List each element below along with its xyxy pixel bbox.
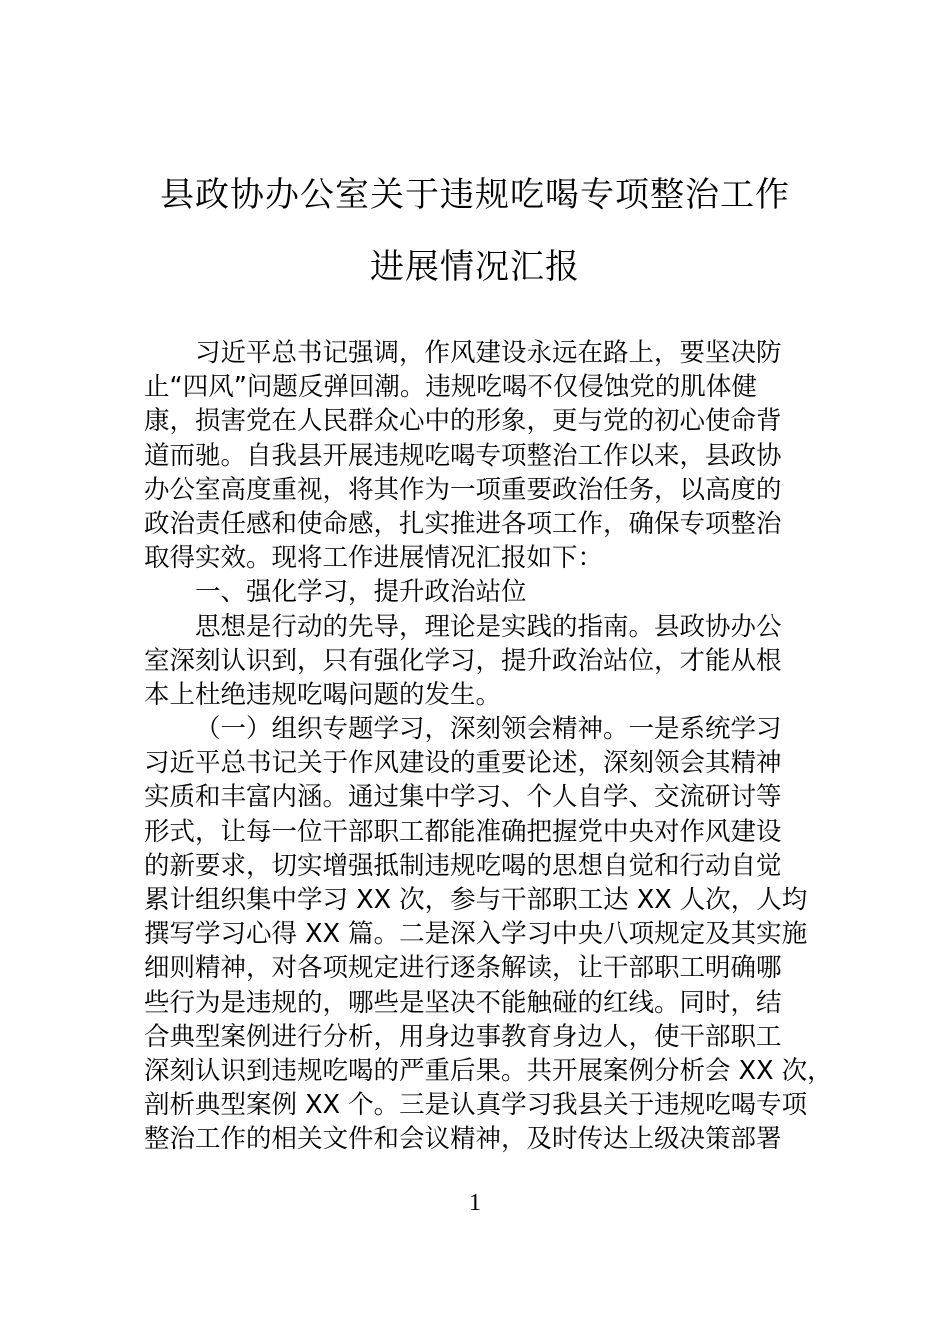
paragraph-intro-line-6: 政治责任感和使命感，扎实推进各项工作，确保专项整治: [144, 508, 782, 539]
paragraph-subsection-1-line-3: 实质和丰富内涵。通过集中学习、个人自学、交流研讨等: [144, 782, 782, 813]
paragraph-subsection-1-line-6: 累计组织集中学习 XX 次，参与干部职工达 XX 人次，人均: [144, 885, 808, 915]
document-title-line-1: 县政协办公室关于违规吃喝专项整治工作: [160, 175, 790, 215]
paragraph-intro-line-3: 康，损害党在人民群众心中的形象，更与党的初心使命背: [144, 406, 782, 437]
paragraph-subsection-1-line-7: 撰写学习心得 XX 篇。二是深入学习中央八项规定及其实施: [144, 919, 808, 950]
paragraph-intro-line-1: 习近平总书记强调，作风建设永远在路上，要坚决防: [195, 338, 782, 368]
paragraph-intro-line-4: 道而驰。自我县开展违规吃喝专项整治工作以来，县政协: [144, 440, 782, 471]
paragraph-intro-line-2: 止“四风”问题反弹回潮。违规吃喝不仅侵蚀党的肌体健: [144, 372, 757, 403]
paragraph-subsection-1-line-5: 的新要求，切实增强抵制违规吃喝的思想自觉和行动自觉: [144, 850, 782, 881]
paragraph-subsection-1-line-8: 细则精神，对各项规定进行逐条解读，让干部职工明确哪: [144, 953, 782, 984]
paragraph-subsection-1-line-4: 形式，让每一位干部职工都能准确把握党中央对作风建设: [144, 816, 782, 847]
document-title-line-2: 进展情况汇报: [370, 247, 580, 287]
paragraph-section-1-line-3: 本上杜绝违规吃喝问题的发生。: [144, 679, 502, 710]
paragraph-section-1-line-1: 思想是行动的先导，理论是实践的指南。县政协办公: [195, 611, 782, 642]
paragraph-subsection-1-line-1: （一）组织专题学习，深刻领会精神。一是系统学习: [195, 714, 782, 745]
paragraph-subsection-1-line-2: 习近平总书记关于作风建设的重要论述，深刻领会其精神: [144, 748, 782, 779]
page-number: 1: [469, 1190, 481, 1216]
paragraph-intro-line-7: 取得实效。现将工作进展情况汇报如下：: [144, 543, 604, 574]
paragraph-subsection-1-line-13: 整治工作的相关文件和会议精神，及时传达上级决策部署: [144, 1124, 782, 1155]
paragraph-subsection-1-line-11: 深刻认识到违规吃喝的严重后果。共开展案例分析会 XX 次，: [144, 1055, 833, 1086]
paragraph-subsection-1-line-10: 合典型案例进行分析，用身边事教育身边人，使干部职工: [144, 1021, 782, 1052]
paragraph-subsection-1-line-9: 些行为是违规的，哪些是坚决不能触碰的红线。同时，结: [144, 987, 782, 1018]
paragraph-section-1-line-2: 室深刻认识到，只有强化学习，提升政治站位，才能从根: [144, 645, 782, 676]
section-heading-1: 一、强化学习，提升政治站位: [195, 577, 527, 608]
document-body: [144, 336, 833, 1157]
paragraph-subsection-1-line-12: 剖析典型案例 XX 个。三是认真学习我县关于违规吃喝专项: [144, 1090, 808, 1121]
paragraph-intro-line-5: 办公室高度重视，将其作为一项重要政治任务，以高度的: [144, 474, 782, 505]
